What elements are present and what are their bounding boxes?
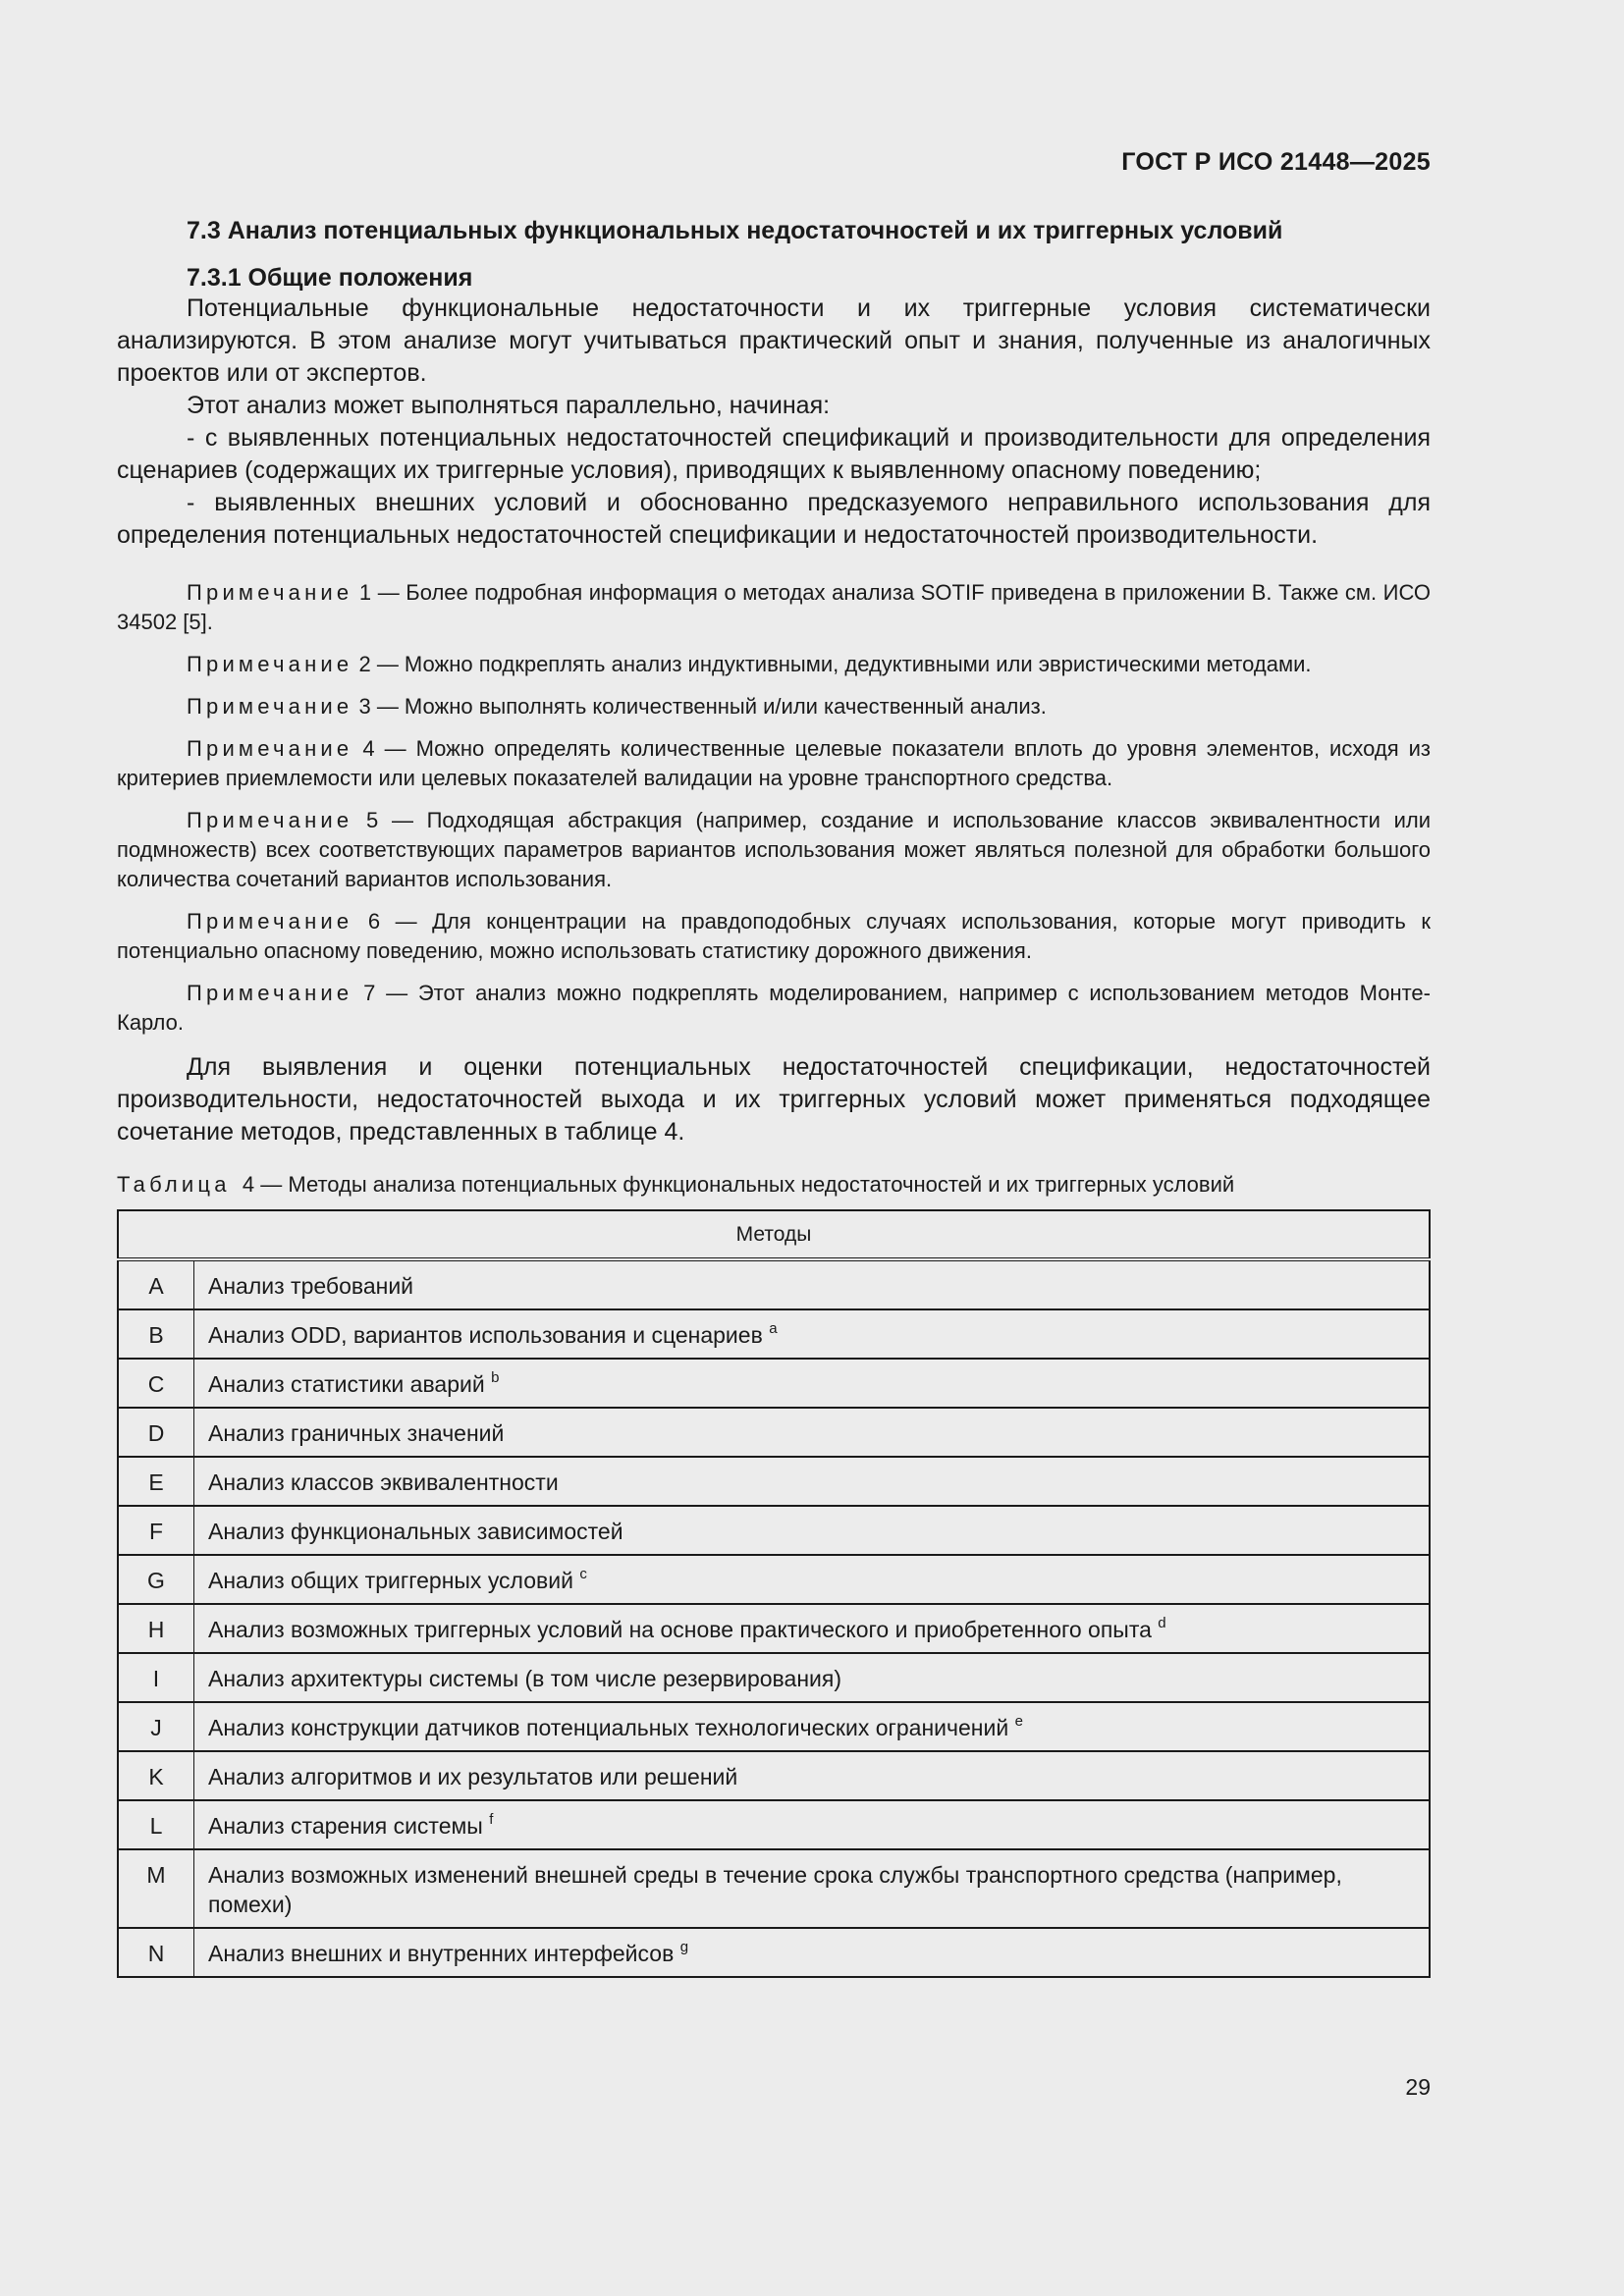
table-row — [118, 1506, 1430, 1555]
subsection-heading: 7.3.1 Общие положения — [187, 264, 473, 292]
method-text: Анализ функциональных зависимостей — [208, 1519, 623, 1544]
table-caption-label: Таблица — [117, 1172, 231, 1197]
table-row — [118, 1408, 1430, 1457]
notes-list — [117, 578, 1431, 1038]
method-code: J — [118, 1702, 194, 1751]
methods-table — [117, 1209, 1431, 1978]
footnote-marker: d — [1158, 1615, 1166, 1631]
method-code: M — [118, 1849, 194, 1928]
method-text: Анализ статистики аварий — [208, 1371, 492, 1397]
table-row — [118, 1555, 1430, 1604]
document-code: ГОСТ Р ИСО 21448—2025 — [1121, 148, 1431, 176]
footnote-marker: a — [769, 1320, 778, 1337]
method-code: H — [118, 1604, 194, 1653]
note-text: 2 — Можно подкреплять анализ индуктивными, дедуктивными или эвристическими методами. — [358, 652, 1312, 676]
method-text: Анализ классов эквивалентности — [208, 1469, 559, 1495]
note-text: 4 — Можно определять количественные целевые показатели вплоть до уровня элементов, исходя из критериев приемлемости или целевых показателей валидации на уровне транспортного средства. — [117, 736, 1431, 790]
note-6 — [117, 907, 1431, 966]
method-text: Анализ граничных значений — [208, 1420, 505, 1446]
footnote-marker: e — [1014, 1713, 1023, 1730]
method-code: C — [118, 1359, 194, 1408]
note-7 — [117, 979, 1431, 1038]
table-row — [118, 1604, 1430, 1653]
bullet-1: - с выявленных потенциальных недостаточностей спецификаций и производительности для определения сценариев (содержащих их триггерные условия), приводящих к выявленному опасному поведению; — [117, 424, 1431, 484]
table-caption — [117, 1170, 1431, 1200]
note-label: Примечание — [187, 808, 353, 832]
method-text: Анализ общих триггерных условий — [208, 1568, 580, 1593]
method-description — [194, 1653, 1431, 1702]
method-description — [194, 1604, 1431, 1653]
note-text: 6 — Для концентрации на правдоподобных случаях использования, которые могут приводить к потенциально опасному поведению, можно использовать статистику дорожного движения. — [117, 909, 1431, 963]
footnote-marker: c — [579, 1566, 587, 1582]
note-label: Примечание — [187, 580, 353, 605]
note-1 — [117, 578, 1431, 637]
method-description — [194, 1555, 1431, 1604]
method-text: Анализ алгоритмов и их результатов или решений — [208, 1764, 738, 1789]
section-heading: 7.3 Анализ потенциальных функциональных недостаточностей и их триггерных условий — [187, 217, 1283, 244]
table-row — [118, 1751, 1430, 1800]
paragraph-3: Для выявления и оценки потенциальных недостаточностей спецификации, недостаточностей производительности, недостаточностей выхода и их триггерных условий может применяться подходящее сочетание методов, представленных в таблице 4. — [117, 1053, 1431, 1146]
method-code: F — [118, 1506, 194, 1555]
method-text: Анализ архитектуры системы (в том числе резервирования) — [208, 1666, 841, 1691]
method-code: I — [118, 1653, 194, 1702]
table-row — [118, 1309, 1430, 1359]
method-text: Анализ старения системы — [208, 1813, 490, 1839]
bullet-2: - выявленных внешних условий и обоснованно предсказуемого неправильного использования для определения потенциальных недостаточностей спецификации и недостаточностей производительности. — [117, 489, 1431, 549]
table-row — [118, 1800, 1430, 1849]
method-code: N — [118, 1928, 194, 1977]
method-description — [194, 1408, 1431, 1457]
method-text: Анализ ODD, вариантов использования и сценариев — [208, 1322, 770, 1348]
method-description — [194, 1702, 1431, 1751]
note-label: Примечание — [187, 736, 353, 761]
footnote-marker: b — [491, 1369, 500, 1386]
note-text: 3 — Можно выполнять количественный и/или качественный анализ. — [358, 694, 1047, 719]
page-content — [117, 147, 1431, 1978]
method-description — [194, 1800, 1431, 1849]
method-code: B — [118, 1309, 194, 1359]
method-text: Анализ требований — [208, 1273, 414, 1299]
method-description — [194, 1751, 1431, 1800]
note-text: 1 — Более подробная информация о методах анализа SOTIF приведена в приложении В. Также см. ИСО 34502 [5]. — [117, 580, 1431, 634]
method-code: D — [118, 1408, 194, 1457]
table-row — [118, 1259, 1430, 1309]
paragraph-1: Потенциальные функциональные недостаточности и их триггерные условия систематически анализируются. В этом анализе могут учитываться практический опыт и знания, полученные из аналогичных проектов или от экспертов. — [117, 294, 1431, 387]
paragraph-2: Этот анализ может выполняться параллельно, начиная: — [187, 392, 831, 419]
table-row — [118, 1653, 1430, 1702]
method-description — [194, 1849, 1431, 1928]
method-description — [194, 1359, 1431, 1408]
note-4 — [117, 734, 1431, 793]
method-text: Анализ внешних и внутренних интерфейсов — [208, 1941, 680, 1966]
method-description — [194, 1457, 1431, 1506]
table-body — [118, 1259, 1430, 1977]
table-caption-text: 4 — Методы анализа потенциальных функциональных недостаточностей и их триггерных условий — [242, 1172, 1235, 1197]
method-text: Анализ возможных триггерных условий на основе практического и приобретенного опыта — [208, 1617, 1159, 1642]
table-row — [118, 1702, 1430, 1751]
footnote-marker: f — [489, 1811, 494, 1828]
table-row — [118, 1359, 1430, 1408]
note-label: Примечание — [187, 694, 353, 719]
method-description — [194, 1928, 1431, 1977]
note-text: 5 — Подходящая абстракция (например, создание и использование классов эквивалентности или подмножеств) всех соответствующих параметров вариантов использования может являться полезной для обработки большого количества сочетаний вариантов использования. — [117, 808, 1431, 891]
page-number: 29 — [1405, 2074, 1431, 2100]
note-3 — [117, 692, 1431, 721]
table-row — [118, 1928, 1430, 1977]
method-code: L — [118, 1800, 194, 1849]
note-2 — [117, 650, 1431, 679]
method-description — [194, 1259, 1431, 1309]
method-description — [194, 1309, 1431, 1359]
method-text: Анализ возможных изменений внешней среды в течение срока службы транспортного средства (например, помехи) — [208, 1862, 1342, 1917]
note-label: Примечание — [187, 981, 353, 1005]
method-code: G — [118, 1555, 194, 1604]
note-label: Примечание — [187, 652, 353, 676]
table-header: Методы — [118, 1210, 1430, 1259]
footnote-marker: g — [679, 1939, 689, 1955]
method-text: Анализ конструкции датчиков потенциальных технологических ограничений — [208, 1715, 1015, 1740]
method-description — [194, 1506, 1431, 1555]
table-row — [118, 1849, 1430, 1928]
note-label: Примечание — [187, 909, 353, 934]
method-code: K — [118, 1751, 194, 1800]
note-text: 7 — Этот анализ можно подкреплять моделированием, например с использованием методов Монте-Карло. — [117, 981, 1431, 1035]
method-code: A — [118, 1259, 194, 1309]
method-code: E — [118, 1457, 194, 1506]
table-row — [118, 1457, 1430, 1506]
note-5 — [117, 806, 1431, 894]
